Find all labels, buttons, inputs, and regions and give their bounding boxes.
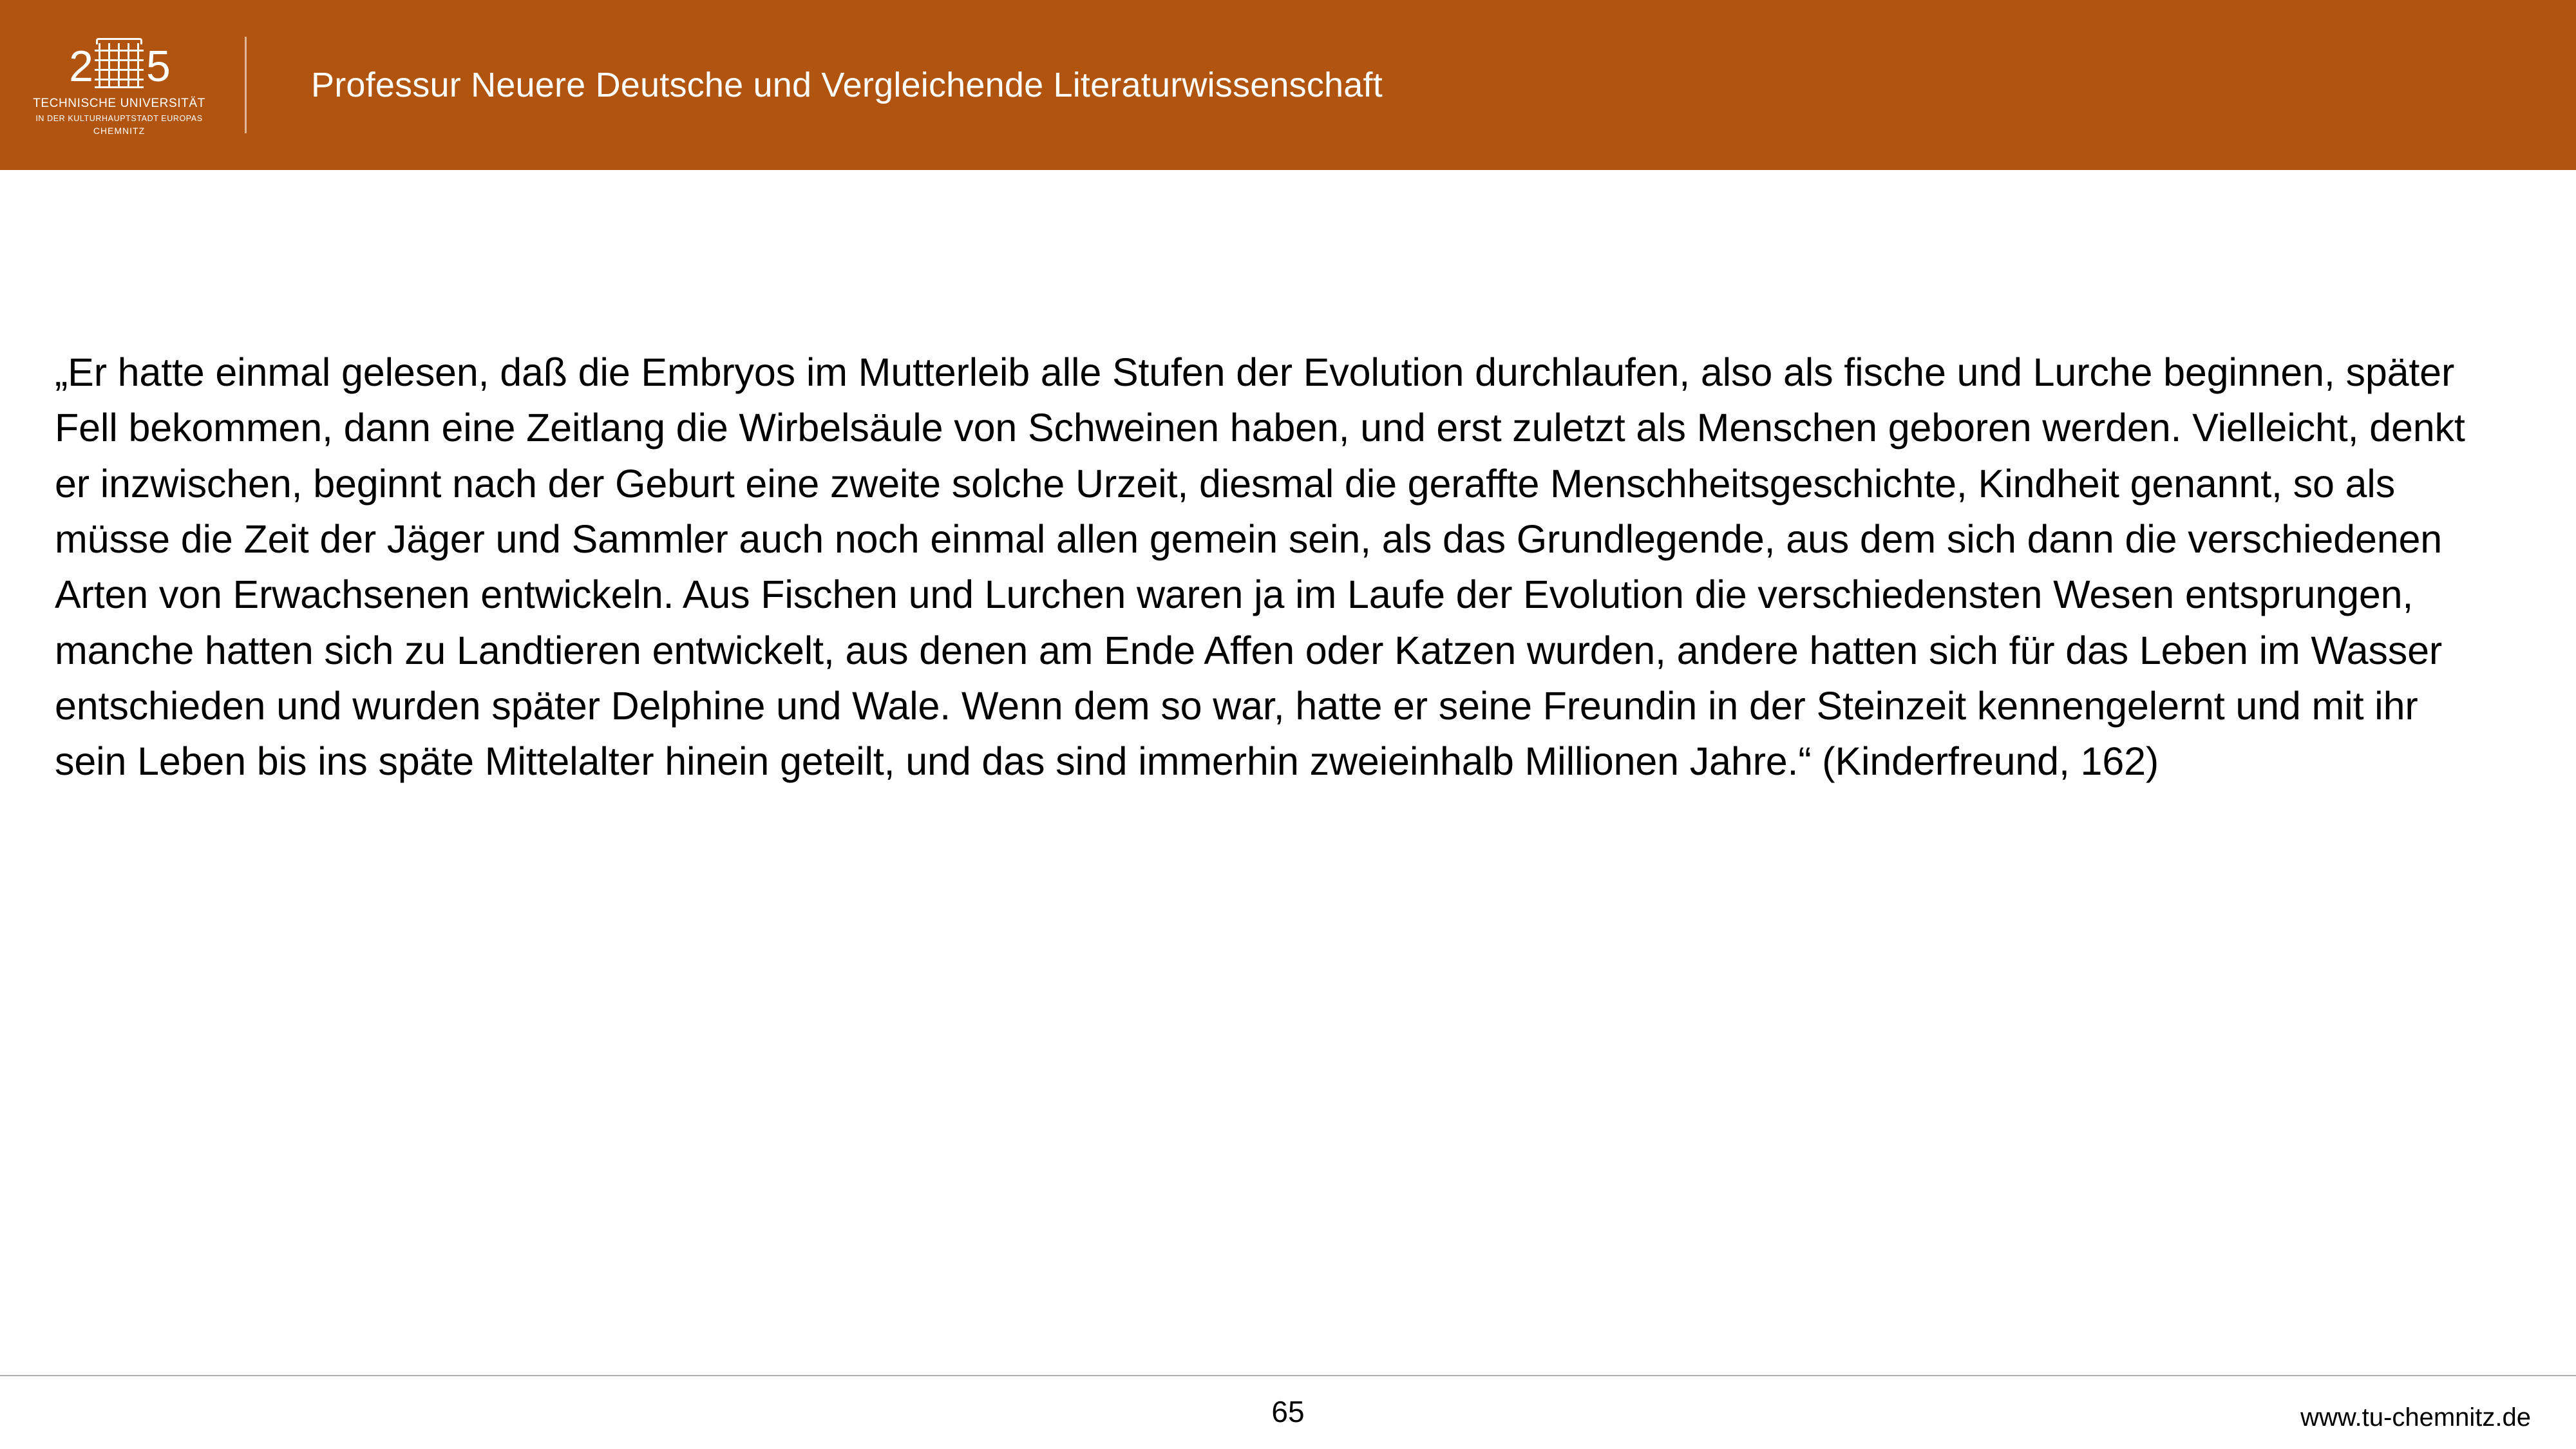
logo-grid-icon: [95, 43, 144, 88]
slide-footer: [0, 1375, 2576, 1449]
quote-paragraph: „Er hatte einmal gelesen, daß die Embryos im Mutterleib alle Stufen der Evolution durchlaufen, also als fische und Lurche beginnen, später Fell bekommen, dann eine Zeitlang die Wirbelsäule von Schweinen haben, und erst zuletzt als Menschen geboren werden. Vielleicht, denkt er inzwischen, beginnt nach der Geburt eine zweite solche Urzeit, diesmal die geraffte Menschheitsgeschichte, Kindheit genannt, so als müsse die Zeit der Jäger und Sammler auch noch einmal allen gemein sein, als das Grundlegende, aus dem sich dann die verschiedenen Arten von Erwachsenen entwickeln. Aus Fischen und Lurchen waren ja im Laufe der Evolution die verschiedensten Wesen entsprungen, manche hatten sich zu Landtieren entwickelt, aus denen am Ende Affen oder Katzen wurden, andere hatten sich für das Leben im Wasser entschieden und wurden später Delphine und Wale. Wenn dem so war, hatte er seine Freundin in der Steinzeit kennengelernt und mit ihr sein Leben bis ins späte Mittelalter hinein geteilt, und das sind immerhin zweieinhalb Millionen Jahre.“ (Kinderfreund, 162): [55, 350, 2465, 784]
logo-line-city: CHEMNITZ: [93, 125, 146, 136]
slide-content: [0, 170, 2576, 1374]
logo-line-university: TECHNISCHE UNIVERSITÄT: [33, 97, 205, 111]
logo-digit-left: 2: [69, 42, 92, 91]
footer-url: www.tu-chemnitz.de: [2300, 1403, 2531, 1432]
page-number: 65: [1271, 1395, 1305, 1428]
slide-header: [0, 0, 2576, 170]
logo-wordmark: [33, 95, 205, 137]
university-logo: [0, 0, 232, 170]
header-title: Professur Neuere Deutsche und Vergleichende Literaturwissenschaft: [311, 66, 1383, 104]
logo-digit-right: 5: [146, 42, 169, 91]
logo-mark-icon: [69, 33, 169, 91]
header-divider: [245, 37, 247, 133]
logo-line-subtitle: IN DER KULTURHAUPTSTADT EUROPAS: [35, 113, 203, 123]
